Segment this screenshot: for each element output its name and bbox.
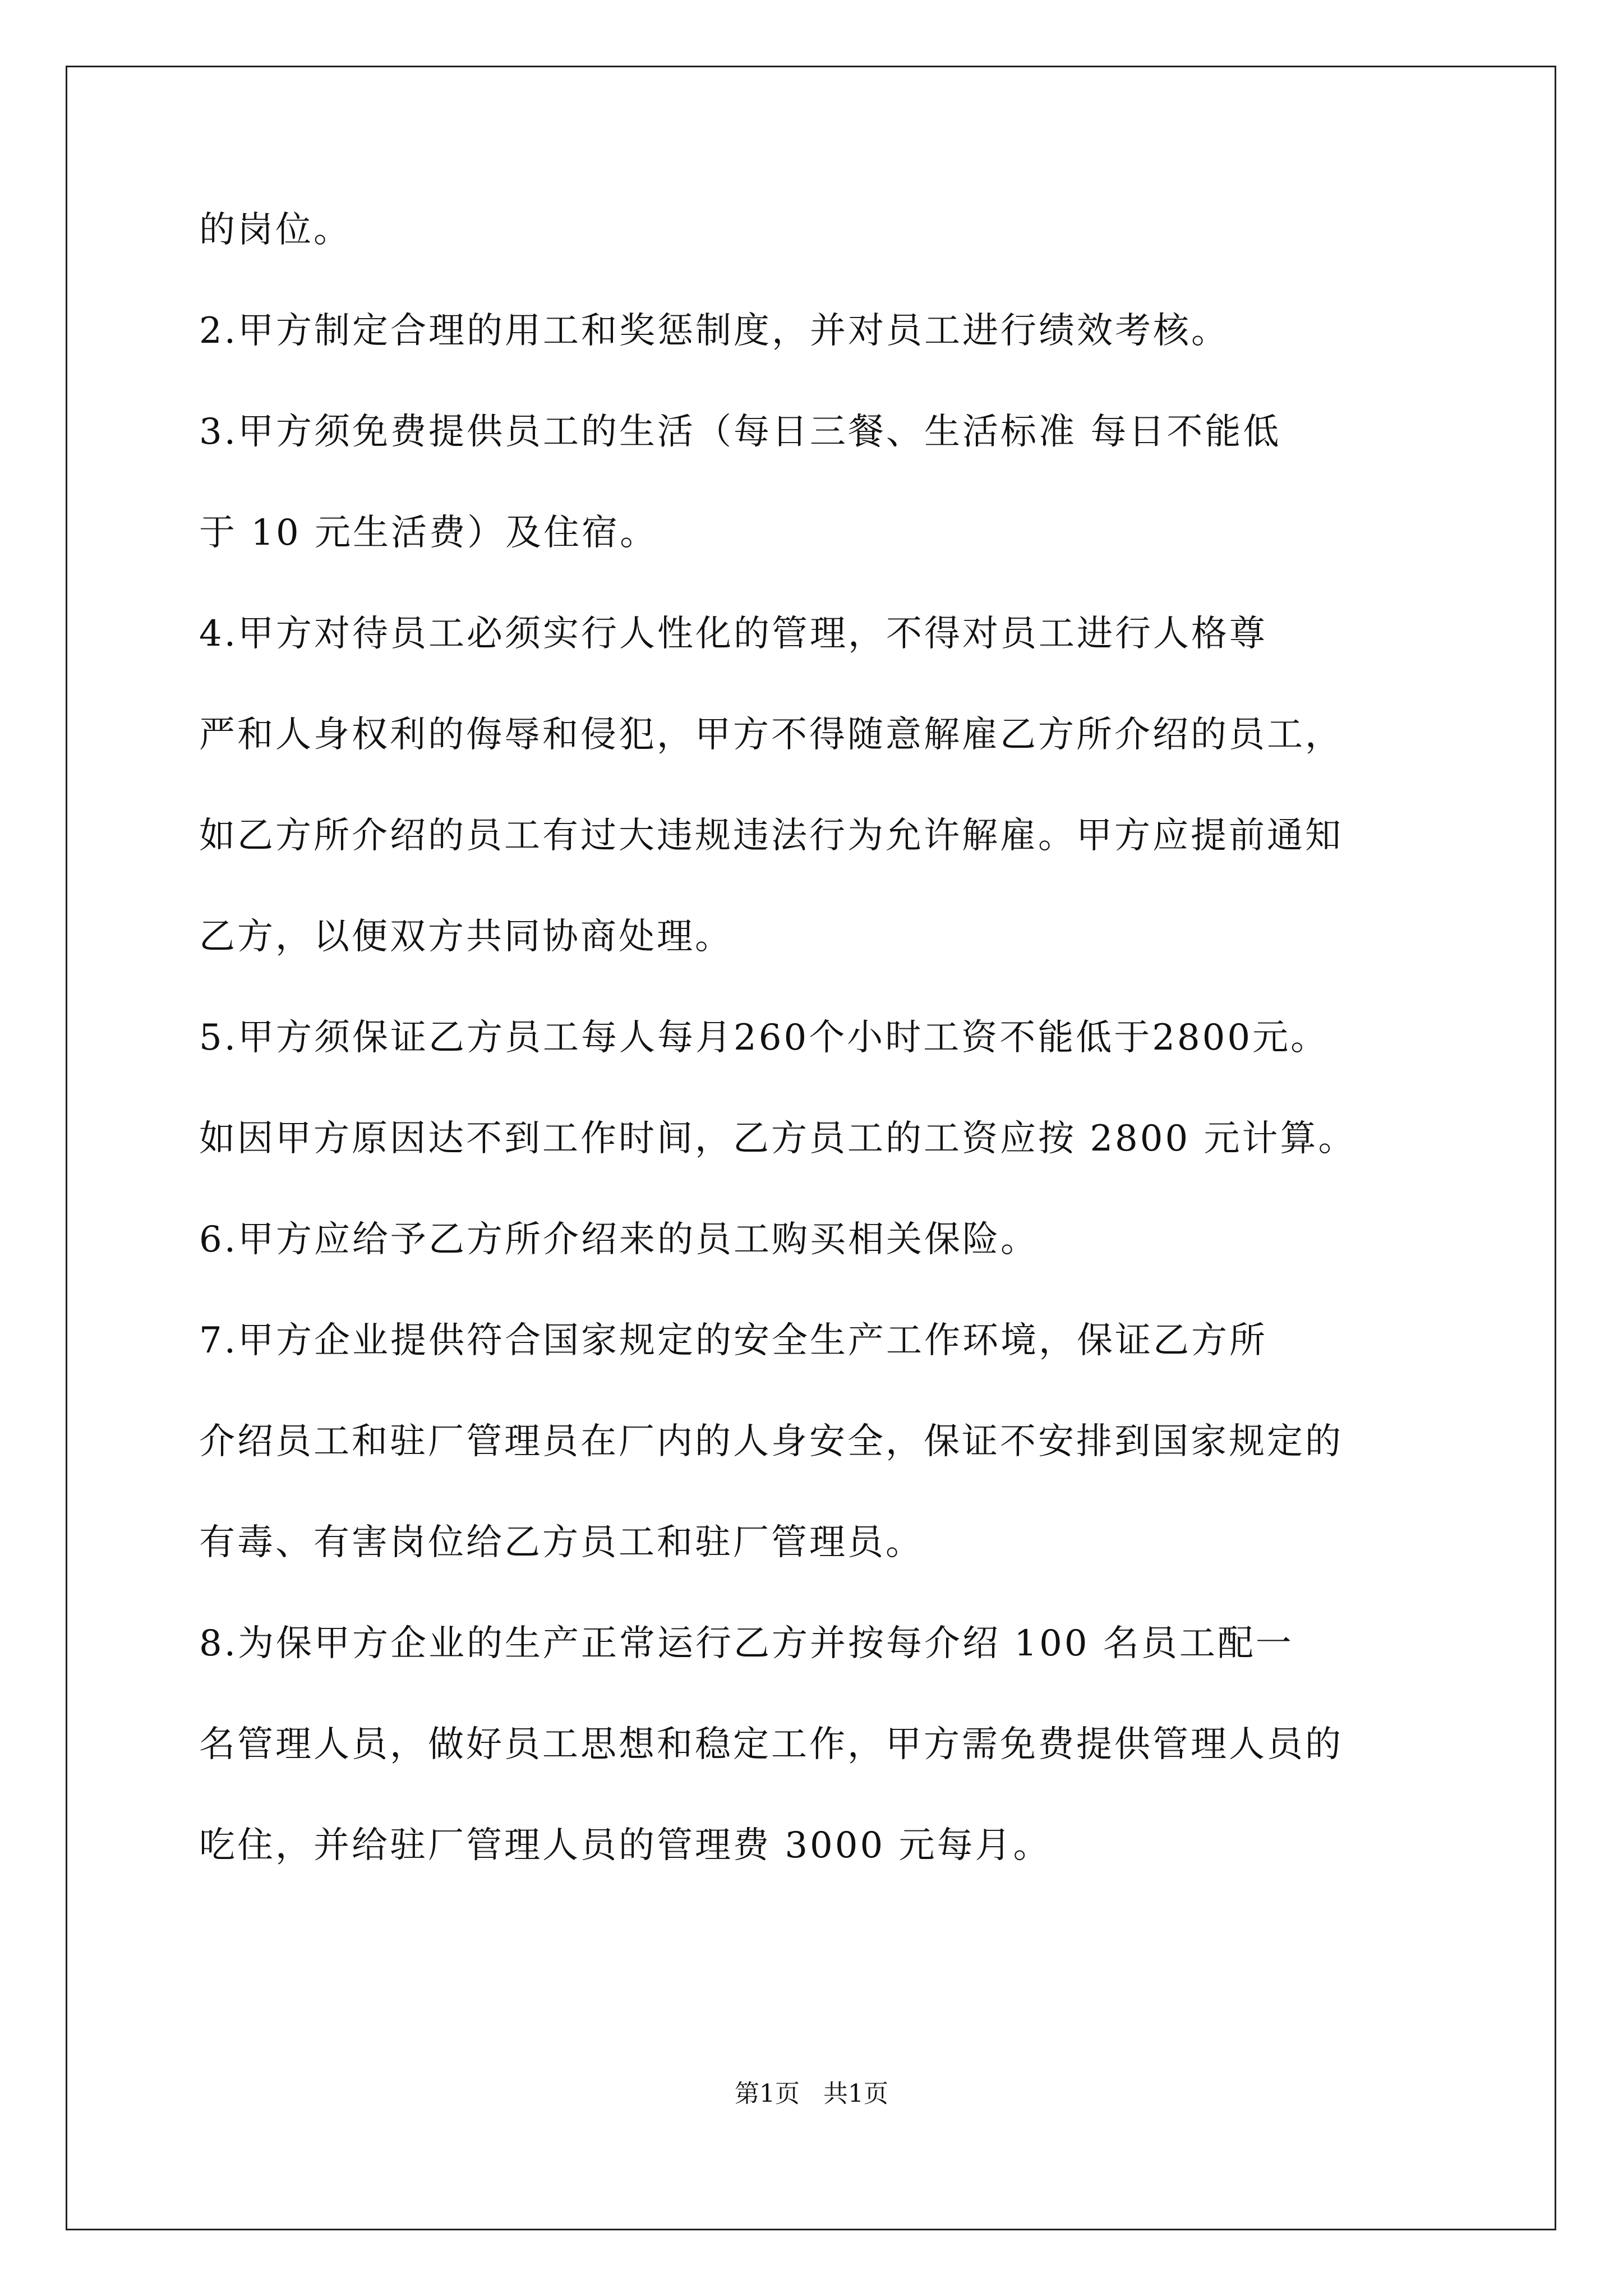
- text-line: 如乙方所介绍的员工有过大违规违法行为允许解雇。甲方应提前通知: [199, 815, 1343, 857]
- text-line: 乙方，以便双方共同协商处理。: [199, 916, 733, 958]
- text-line: 如因甲方原因达不到工作时间，乙方员工的工资应按 2800 元计算。: [199, 1118, 1357, 1159]
- text-line: 于 10 元生活费）及住宿。: [199, 512, 658, 554]
- text-line: 6.甲方应给予乙方所介绍来的员工购买相关保险。: [199, 1219, 1039, 1260]
- text-line: 8.为保甲方企业的生产正常运行乙方并按每介绍 100 名员工配一: [199, 1623, 1294, 1664]
- text-line: 有毒、有害岗位给乙方员工和驻厂管理员。: [199, 1522, 924, 1563]
- text-line: 的岗位。: [199, 209, 352, 251]
- text-line: 3.甲方须免费提供员工的生活（每日三餐、生活标准 每日不能低: [199, 411, 1281, 453]
- text-line: 4.甲方对待员工必须实行人性化的管理，不得对员工进行人格尊: [199, 613, 1268, 655]
- page-footer: 第1页 共1页: [735, 2079, 888, 2108]
- text-line: 7.甲方企业提供符合国家规定的安全生产工作环境，保证乙方所: [199, 1320, 1268, 1361]
- text-line: 吃住，并给驻厂管理人员的管理费 3000 元每月。: [199, 1825, 1052, 1866]
- text-line: 介绍员工和驻厂管理员在厂内的人身安全，保证不安排到国家规定的: [199, 1421, 1343, 1462]
- text-line: 严和人身权利的侮辱和侵犯，甲方不得随意解雇乙方所介绍的员工，: [199, 714, 1343, 756]
- text-line: 2.甲方制定合理的用工和奖惩制度，并对员工进行绩效考核。: [199, 310, 1230, 352]
- text-line: 5.甲方须保证乙方员工每人每月260个小时工资不能低于2800元。: [199, 1017, 1329, 1059]
- text-line: 名管理人员，做好员工思想和稳定工作，甲方需免费提供管理人员的: [199, 1724, 1343, 1765]
